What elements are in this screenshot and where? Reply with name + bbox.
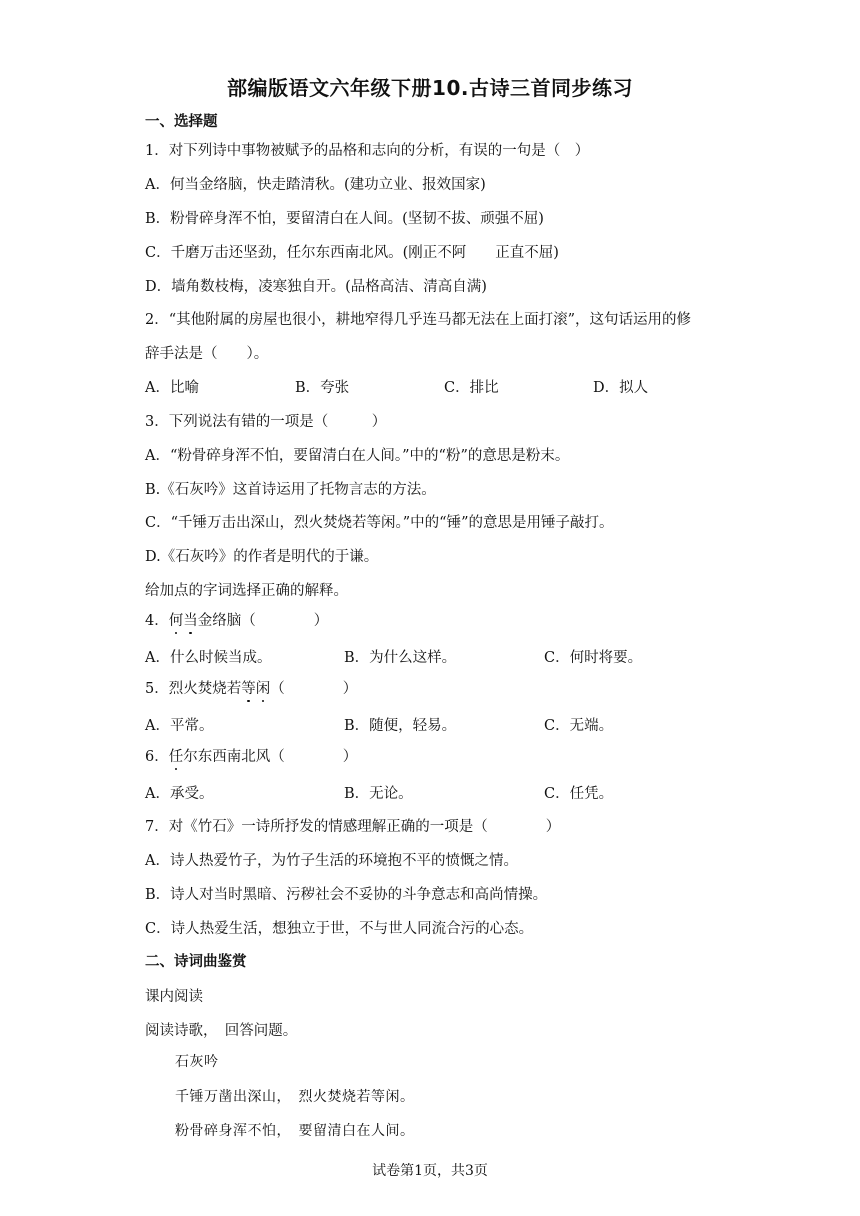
question-2-option-d: D．拟人: [593, 380, 649, 396]
question-7-option-c: C．诗人热爱生活，想独立于世，不与世人同流合污的心态。: [145, 921, 534, 937]
question-3-option-c: C．“千锤万击出深山，烈火焚烧若等闲。”中的“锤”的意思是用锤子敲打。: [145, 515, 614, 531]
question-6-number: 6．: [145, 749, 169, 765]
question-6-option-c: C．任凭。: [544, 786, 614, 802]
question-7-option-b: B．诗人对当时黑暗、污秽社会不妥协的斗争意志和高尚情操。: [145, 887, 548, 903]
question-5-option-b: B．随便，轻易。: [344, 718, 457, 734]
instruction-dotted-words: 给加点的字词选择正确的解释。: [145, 583, 348, 599]
page-title: 部编版语文六年级下册10.古诗三首同步练习: [227, 76, 633, 100]
question-3-stem: 3．下列说法有错的一项是（ ）: [145, 414, 387, 430]
question-2-option-b: B．夸张: [295, 380, 350, 396]
question-2-stem-line1: 2．“其他附属的房屋也很小，耕地窄得几乎连马都无法在上面打滚”，这句话运用的修: [145, 312, 692, 328]
subsection-heading: 课内阅读: [145, 989, 203, 1005]
question-4-option-a: A．什么时候当成。: [145, 650, 272, 666]
poem-line-1: 千锤万凿出深山， 烈火焚烧若等闲。: [175, 1089, 415, 1105]
question-6-option-b: B．无论。: [344, 786, 413, 802]
question-5-option-c: C．无端。: [544, 718, 614, 734]
question-4-stem: [145, 611, 328, 631]
question-7-stem: 7．对《竹石》一诗所抒发的情感理解正确的一项是（ ）: [145, 819, 561, 835]
poem-line-2: 粉骨碎身浑不怕， 要留清白在人间。: [175, 1123, 415, 1139]
poem-title: 石灰吟: [175, 1054, 219, 1070]
question-4-number: 4．: [145, 613, 169, 629]
question-4-text: 金络脑（ ）: [197, 613, 329, 629]
question-5-dotted-char: 等: [241, 681, 256, 697]
question-6-text: 尔东西南北风（ ）: [183, 749, 358, 765]
question-4-dotted-char: 当: [183, 613, 198, 629]
question-4-option-b: B．为什么这样。: [344, 650, 457, 666]
question-6-dotted-char: 任: [168, 749, 184, 765]
question-1-option-a: A．何当金络脑，快走踏清秋。(建功立业、报效国家): [145, 177, 486, 193]
question-7-option-a: A．诗人热爱竹子，为竹子生活的环境抱不平的愤慨之情。: [145, 853, 518, 869]
question-5-stem: [145, 679, 357, 699]
question-2-option-a: A．比喻: [145, 380, 199, 396]
question-1-option-c: C．千磨万击还坚劲，任尔东西南北风。(刚正不阿 正直不屈): [145, 245, 559, 261]
question-6-option-a: A．承受。: [145, 786, 214, 802]
question-3-option-b: B.《石灰吟》这首诗运用了托物言志的方法。: [145, 482, 436, 498]
question-3-option-a: A．“粉骨碎身浑不怕，要留清白在人间。”中的“粉”的意思是粉末。: [145, 448, 570, 464]
question-3-option-d: D.《石灰吟》的作者是明代的于谦。: [145, 549, 379, 565]
question-4-option-c: C．何时将要。: [544, 650, 643, 666]
question-2-option-c: C．排比: [444, 380, 499, 396]
question-6-stem: [145, 747, 357, 767]
question-5-blank: （ ）: [270, 681, 358, 697]
question-1-option-d: D．墙角数枝梅，凌寒独自开。(品格高洁、清高自满): [145, 279, 487, 295]
question-5-dotted-char: 闲: [255, 681, 271, 697]
question-5-option-a: A．平常。: [145, 718, 214, 734]
section-heading-poetry: 二、诗词曲鉴赏: [145, 954, 247, 970]
reading-instruction: 阅读诗歌， 回答问题。: [145, 1023, 298, 1039]
question-2-stem-line2: 辞手法是（ ）。: [145, 346, 269, 362]
question-1-stem: 1．对下列诗中事物被赋予的品格和志向的分析，有误的一句是（ ）: [145, 143, 590, 159]
question-1-option-b: B．粉骨碎身浑不怕，要留清白在人间。(坚韧不拔、顽强不屈): [145, 211, 544, 227]
question-5-text: 烈火焚烧若: [168, 681, 242, 697]
question-5-number: 5．: [145, 681, 169, 697]
page-footer: 试卷第1页，共3页: [372, 1163, 488, 1179]
question-4-dotted-char: 何: [168, 613, 184, 629]
section-heading-choice: 一、选择题: [145, 114, 218, 130]
